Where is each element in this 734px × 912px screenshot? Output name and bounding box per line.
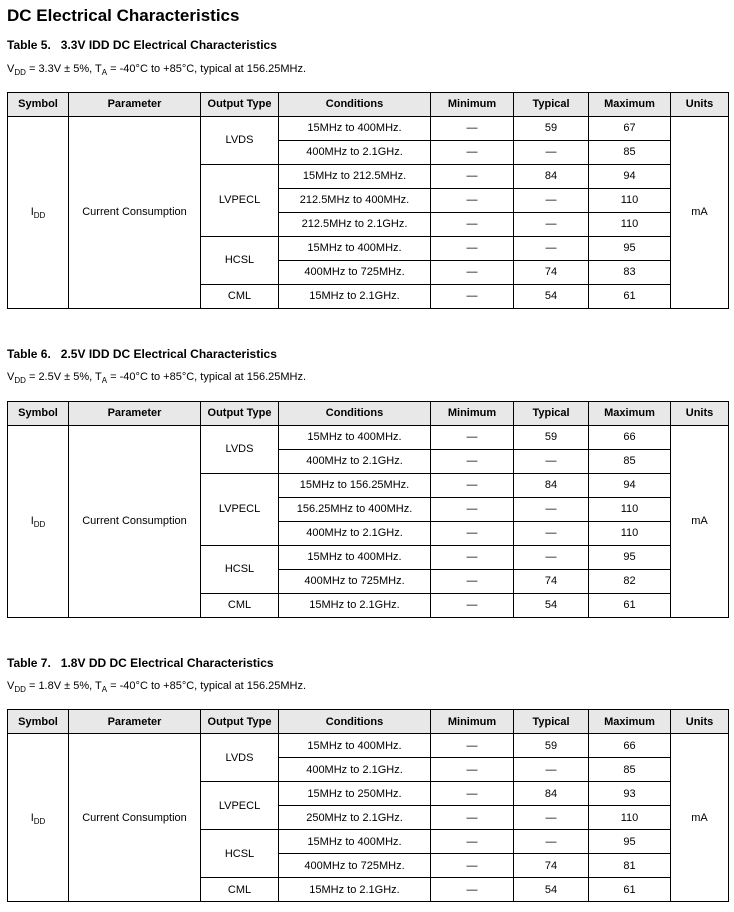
typical-cell: — [514,497,589,521]
table6-caption [7,347,728,361]
condition-cell: 400MHz to 2.1GHz. [279,758,431,782]
maximum-cell: 85 [589,449,671,473]
minimum-cell: — [431,236,514,260]
units-cell: mA [671,734,729,902]
output-type-cell: HCSL [201,830,279,878]
minimum-cell: — [431,473,514,497]
parameter-cell: Current Consumption [69,734,201,902]
column-header-typical: Typical [514,401,589,425]
column-header-output-type: Output Type [201,710,279,734]
typical-cell: 74 [514,854,589,878]
typical-cell: 74 [514,260,589,284]
output-type-cell: CML [201,593,279,617]
minimum-cell: — [431,782,514,806]
header-row [8,92,729,116]
symbol-cell [8,734,69,902]
condition-cell: 212.5MHz to 2.1GHz. [279,212,431,236]
table6-conditions-note [7,371,728,384]
typical-cell: — [514,449,589,473]
symbol-subscript: DD [33,520,46,530]
column-header-typical: Typical [514,92,589,116]
minimum-cell: — [431,260,514,284]
table7-title: 1.8V DD DC Electrical Characteristics [60,655,274,670]
output-type-cell: HCSL [201,545,279,593]
table5-caption [7,38,728,52]
symbol-subscript: DD [33,211,46,221]
output-type-cell: LVDS [201,425,279,473]
symbol-base: I [30,515,34,528]
vdd-subscript: DD [14,685,26,695]
table-row [8,116,729,140]
typical-cell: 59 [514,425,589,449]
minimum-cell: — [431,284,514,308]
typical-cell: 84 [514,782,589,806]
column-header-minimum: Minimum [431,710,514,734]
note-text: = -40°C to +85°C, typical at 156.25MHz. [107,679,307,692]
column-header-typical: Typical [514,710,589,734]
symbol-base: I [30,206,34,219]
maximum-cell: 95 [589,545,671,569]
maximum-cell: 85 [589,758,671,782]
minimum-cell: — [431,593,514,617]
condition-cell: 250MHz to 2.1GHz. [279,806,431,830]
maximum-cell: 61 [589,284,671,308]
minimum-cell: — [431,806,514,830]
table5 [7,92,729,309]
table5-section [7,38,728,309]
condition-cell: 400MHz to 2.1GHz. [279,449,431,473]
maximum-cell: 66 [589,734,671,758]
column-header-conditions: Conditions [279,401,431,425]
maximum-cell: 82 [589,569,671,593]
column-header-symbol: Symbol [8,401,69,425]
typical-cell: — [514,545,589,569]
condition-cell: 212.5MHz to 400MHz. [279,188,431,212]
maximum-cell: 110 [589,497,671,521]
condition-cell: 15MHz to 400MHz. [279,116,431,140]
condition-cell: 400MHz to 2.1GHz. [279,521,431,545]
maximum-cell: 95 [589,830,671,854]
header-row [8,710,729,734]
typical-cell: — [514,236,589,260]
column-header-output-type: Output Type [201,92,279,116]
condition-cell: 15MHz to 400MHz. [279,830,431,854]
condition-cell: 15MHz to 250MHz. [279,782,431,806]
typical-cell: 54 [514,284,589,308]
minimum-cell: — [431,545,514,569]
minimum-cell: — [431,569,514,593]
column-header-symbol: Symbol [8,92,69,116]
ta-subscript: A [101,376,108,386]
parameter-cell: Current Consumption [69,116,201,308]
table-row [8,425,729,449]
maximum-cell: 66 [589,425,671,449]
output-type-cell: CML [201,878,279,902]
minimum-cell: — [431,188,514,212]
symbol-subscript: DD [33,816,46,826]
condition-cell: 156.25MHz to 400MHz. [279,497,431,521]
column-header-maximum: Maximum [589,401,671,425]
vdd-symbol: V [7,371,15,384]
condition-cell: 15MHz to 400MHz. [279,425,431,449]
typical-cell: 54 [514,878,589,902]
typical-cell: 84 [514,473,589,497]
symbol-cell [8,425,69,617]
table6-section [7,347,728,618]
column-header-minimum: Minimum [431,401,514,425]
minimum-cell: — [431,854,514,878]
maximum-cell: 110 [589,521,671,545]
maximum-cell: 61 [589,593,671,617]
ta-subscript: A [101,67,108,77]
maximum-cell: 110 [589,212,671,236]
output-type-cell: LVDS [201,116,279,164]
note-text: = 1.8V ± 5%, T [25,679,102,692]
table6 [7,401,729,618]
maximum-cell: 94 [589,164,671,188]
table6-title: 2.5V IDD DC Electrical Characteristics [60,346,277,361]
minimum-cell: — [431,212,514,236]
output-type-cell: LVPECL [201,473,279,545]
table6-label: Table 6. [7,346,51,361]
condition-cell: 15MHz to 2.1GHz. [279,878,431,902]
column-header-units: Units [671,710,729,734]
minimum-cell: — [431,116,514,140]
note-text: = -40°C to +85°C, typical at 156.25MHz. [107,62,307,75]
condition-cell: 400MHz to 725MHz. [279,569,431,593]
vdd-symbol: V [7,679,15,692]
vdd-symbol: V [7,62,15,75]
column-header-output-type: Output Type [201,401,279,425]
units-cell: mA [671,116,729,308]
symbol-cell [8,116,69,308]
column-header-maximum: Maximum [589,92,671,116]
typical-cell: 59 [514,734,589,758]
minimum-cell: — [431,497,514,521]
typical-cell: 84 [514,164,589,188]
typical-cell: 54 [514,593,589,617]
minimum-cell: — [431,164,514,188]
maximum-cell: 93 [589,782,671,806]
page-title: DC Electrical Characteristics [7,6,240,25]
column-header-units: Units [671,92,729,116]
maximum-cell: 83 [589,260,671,284]
symbol-base: I [30,811,34,824]
column-header-maximum: Maximum [589,710,671,734]
output-type-cell: LVPECL [201,782,279,830]
output-type-cell: LVDS [201,734,279,782]
typical-cell: — [514,806,589,830]
typical-cell: 74 [514,569,589,593]
typical-cell: — [514,140,589,164]
note-text: = 2.5V ± 5%, T [25,371,102,384]
maximum-cell: 81 [589,854,671,878]
column-header-units: Units [671,401,729,425]
parameter-cell: Current Consumption [69,425,201,617]
table7-caption [7,656,728,670]
maximum-cell: 110 [589,806,671,830]
table-row [8,734,729,758]
condition-cell: 400MHz to 725MHz. [279,854,431,878]
condition-cell: 400MHz to 2.1GHz. [279,140,431,164]
maximum-cell: 94 [589,473,671,497]
table7 [7,709,729,902]
condition-cell: 15MHz to 156.25MHz. [279,473,431,497]
maximum-cell: 85 [589,140,671,164]
minimum-cell: — [431,758,514,782]
column-header-conditions: Conditions [279,710,431,734]
minimum-cell: — [431,830,514,854]
table7-conditions-note [7,680,728,693]
typical-cell: — [514,758,589,782]
table7-label: Table 7. [7,655,51,670]
condition-cell: 15MHz to 400MHz. [279,734,431,758]
table5-conditions-note [7,63,728,76]
condition-cell: 15MHz to 400MHz. [279,545,431,569]
maximum-cell: 95 [589,236,671,260]
table5-label: Table 5. [7,38,51,53]
vdd-subscript: DD [14,67,26,77]
typical-cell: — [514,212,589,236]
minimum-cell: — [431,734,514,758]
header-row [8,401,729,425]
table5-title: 3.3V IDD DC Electrical Characteristics [60,38,277,53]
note-text: = 3.3V ± 5%, T [25,62,102,75]
condition-cell: 15MHz to 212.5MHz. [279,164,431,188]
typical-cell: 59 [514,116,589,140]
column-header-conditions: Conditions [279,92,431,116]
minimum-cell: — [431,140,514,164]
output-type-cell: CML [201,284,279,308]
output-type-cell: HCSL [201,236,279,284]
condition-cell: 15MHz to 2.1GHz. [279,284,431,308]
minimum-cell: — [431,425,514,449]
maximum-cell: 67 [589,116,671,140]
minimum-cell: — [431,449,514,473]
output-type-cell: LVPECL [201,164,279,236]
condition-cell: 15MHz to 400MHz. [279,236,431,260]
column-header-parameter: Parameter [69,92,201,116]
units-cell: mA [671,425,729,617]
column-header-symbol: Symbol [8,710,69,734]
maximum-cell: 110 [589,188,671,212]
condition-cell: 15MHz to 2.1GHz. [279,593,431,617]
minimum-cell: — [431,521,514,545]
typical-cell: — [514,188,589,212]
minimum-cell: — [431,878,514,902]
table7-section [7,656,728,903]
maximum-cell: 61 [589,878,671,902]
ta-subscript: A [101,685,108,695]
condition-cell: 400MHz to 725MHz. [279,260,431,284]
column-header-parameter: Parameter [69,401,201,425]
column-header-parameter: Parameter [69,710,201,734]
typical-cell: — [514,521,589,545]
vdd-subscript: DD [14,376,26,386]
column-header-minimum: Minimum [431,92,514,116]
note-text: = -40°C to +85°C, typical at 156.25MHz. [107,371,307,384]
typical-cell: — [514,830,589,854]
